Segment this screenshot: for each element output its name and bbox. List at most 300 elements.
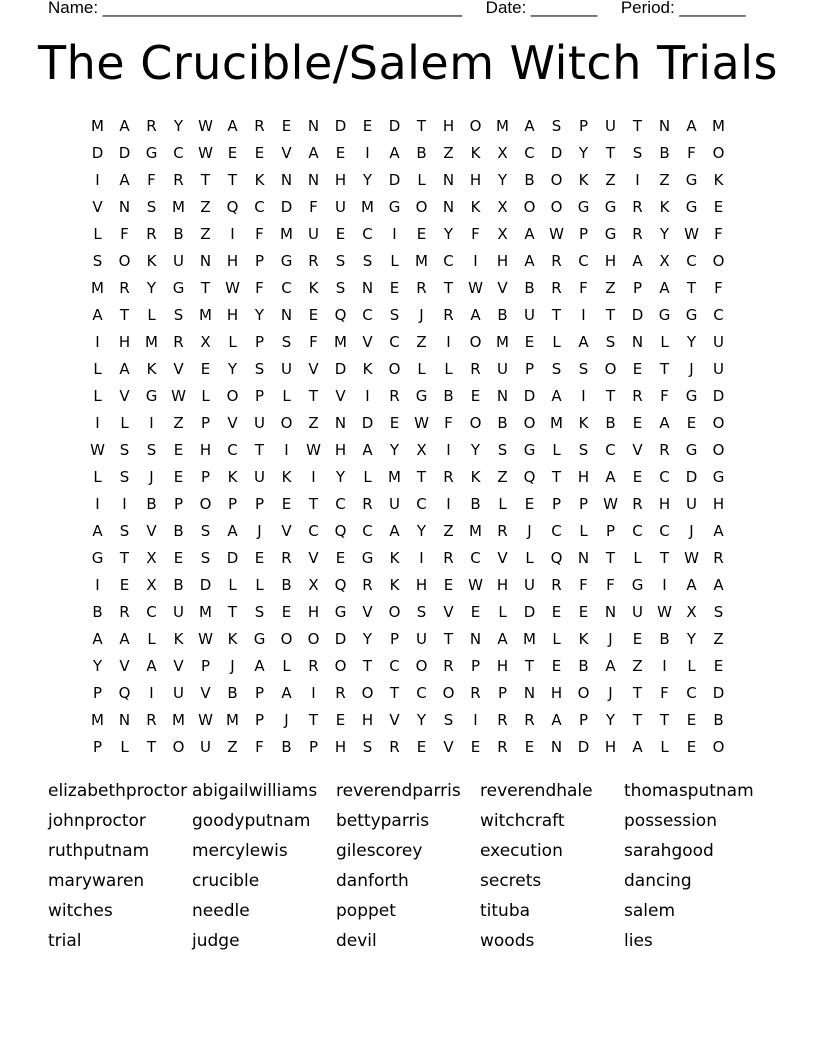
grid-letter: P (254, 683, 265, 702)
grid-letter: E (389, 413, 400, 432)
grid-letter: E (443, 575, 454, 594)
grid-letter: M (280, 224, 293, 243)
grid-letter: E (335, 143, 346, 162)
grid-letter: T (659, 359, 670, 378)
grid-letter: P (497, 683, 508, 702)
grid-letter: U (173, 683, 184, 702)
grid-letter: A (524, 251, 535, 270)
grid-letter: E (551, 602, 562, 621)
grid-letter: K (362, 359, 373, 378)
grid-letter: M (388, 467, 401, 486)
grid-letter: C (416, 683, 427, 702)
grid-letter: J (230, 656, 235, 675)
grid-letter: K (470, 143, 481, 162)
grid-letter: K (713, 170, 724, 189)
grid-letter: T (119, 548, 130, 567)
grid-letter: O (712, 737, 725, 756)
grid-letter: J (608, 683, 613, 702)
grid-letter: G (523, 440, 536, 459)
grid-letter: K (389, 548, 400, 567)
word-search-grid (84, 112, 732, 760)
grid-letter: P (578, 224, 589, 243)
grid-letter: T (524, 656, 535, 675)
grid-letter: M (496, 332, 509, 351)
word-list-item: mercylewis (192, 841, 288, 861)
grid-letter: Z (227, 737, 238, 756)
grid-letter: E (470, 386, 481, 405)
grid-letter: M (172, 197, 185, 216)
grid-letter: B (659, 143, 670, 162)
grid-letter: F (714, 224, 723, 243)
grid-letter: B (173, 224, 184, 243)
grid-letter: C (443, 251, 454, 270)
word-list-item: danforth (336, 871, 409, 891)
grid-letter: S (335, 278, 346, 297)
grid-letter: G (604, 197, 617, 216)
grid-letter: D (550, 143, 563, 162)
grid-letter: S (605, 332, 616, 351)
grid-letter: E (524, 494, 535, 513)
grid-letter: C (173, 143, 184, 162)
grid-letter: V (308, 548, 319, 567)
grid-letter: T (443, 278, 454, 297)
grid-letter: V (227, 413, 238, 432)
grid-letter: S (497, 440, 508, 459)
grid-letter: L (525, 548, 534, 567)
grid-letter: B (578, 656, 589, 675)
grid-letter: W (684, 224, 699, 243)
grid-letter: A (119, 629, 130, 648)
grid-letter: O (280, 629, 293, 648)
grid-letter: J (527, 521, 532, 540)
grid-letter: Z (632, 656, 643, 675)
grid-letter: I (473, 251, 478, 270)
grid-letter: T (416, 116, 427, 135)
grid-letter: D (523, 386, 536, 405)
grid-letter: C (308, 521, 319, 540)
grid-letter: R (308, 656, 319, 675)
grid-letter: L (93, 386, 102, 405)
grid-letter: K (308, 278, 319, 297)
grid-letter: Z (605, 170, 616, 189)
grid-letter: A (92, 305, 103, 324)
grid-letter: J (149, 467, 154, 486)
grid-letter: E (686, 737, 697, 756)
grid-letter: R (146, 710, 157, 729)
grid-letter: B (146, 494, 157, 513)
grid-letter: C (713, 305, 724, 324)
grid-letter: C (632, 521, 643, 540)
grid-letter: A (686, 575, 697, 594)
grid-letter: P (308, 737, 319, 756)
grid-letter: G (388, 197, 401, 216)
word-list-item: sarahgood (624, 841, 714, 861)
grid-letter: N (118, 710, 131, 729)
grid-letter: S (389, 305, 400, 324)
grid-letter: B (173, 575, 184, 594)
grid-letter: M (415, 251, 428, 270)
grid-letter: U (524, 575, 535, 594)
grid-letter: I (95, 332, 100, 351)
grid-letter: C (551, 521, 562, 540)
grid-letter: U (308, 224, 319, 243)
grid-letter: Y (254, 305, 265, 324)
grid-letter: U (200, 737, 211, 756)
grid-letter: O (388, 602, 401, 621)
grid-letter: I (149, 683, 154, 702)
grid-letter: Z (200, 197, 211, 216)
grid-letter: G (334, 602, 347, 621)
grid-letter: H (415, 575, 428, 594)
grid-letter: A (524, 116, 535, 135)
grid-letter: F (309, 332, 318, 351)
grid-letter: K (659, 197, 670, 216)
grid-letter: S (632, 143, 643, 162)
grid-letter: O (469, 413, 482, 432)
grid-letter: V (362, 602, 373, 621)
grid-letter: P (200, 467, 211, 486)
grid-letter: X (146, 548, 157, 567)
grid-letter: B (92, 602, 103, 621)
grid-letter: B (416, 143, 427, 162)
grid-letter: P (632, 278, 643, 297)
grid-letter: X (308, 575, 319, 594)
grid-letter: C (659, 467, 670, 486)
grid-letter: V (308, 359, 319, 378)
grid-letter: C (659, 521, 670, 540)
grid-letter: S (551, 359, 562, 378)
word-list-item: possession (624, 811, 717, 831)
grid-letter: E (686, 413, 697, 432)
grid-letter: S (173, 305, 184, 324)
grid-letter: T (308, 386, 319, 405)
grid-letter: A (92, 521, 103, 540)
grid-letter: A (119, 116, 130, 135)
grid-letter: N (496, 386, 509, 405)
grid-letter: X (497, 224, 508, 243)
grid-letter: A (146, 656, 157, 675)
grid-letter: S (362, 737, 373, 756)
word-list-item: elizabethproctor (48, 781, 188, 801)
grid-letter: T (605, 386, 616, 405)
grid-letter: F (471, 224, 480, 243)
grid-letter: C (524, 143, 535, 162)
grid-letter: T (632, 710, 643, 729)
grid-letter: K (578, 170, 589, 189)
grid-letter: O (550, 170, 563, 189)
grid-letter: I (365, 143, 370, 162)
grid-letter: R (497, 521, 508, 540)
grid-letter: N (280, 305, 293, 324)
grid-letter: K (146, 359, 157, 378)
grid-letter: E (524, 332, 535, 351)
word-list-item: crucible (192, 871, 260, 891)
grid-letter: G (685, 170, 698, 189)
grid-letter: H (550, 683, 563, 702)
grid-letter: D (577, 737, 590, 756)
grid-letter: P (254, 332, 265, 351)
grid-letter: W (657, 602, 672, 621)
grid-letter: J (689, 359, 694, 378)
grid-letter: M (226, 710, 239, 729)
grid-letter: A (227, 116, 238, 135)
grid-letter: R (551, 278, 562, 297)
grid-letter: D (118, 143, 131, 162)
grid-letter: L (498, 602, 507, 621)
grid-letter: V (443, 602, 454, 621)
grid-letter: G (658, 305, 671, 324)
grid-letter: I (419, 548, 424, 567)
grid-letter: L (228, 332, 237, 351)
grid-letter: P (578, 116, 589, 135)
grid-letter: T (632, 116, 643, 135)
grid-letter: H (604, 737, 617, 756)
grid-letter: S (713, 602, 724, 621)
grid-letter: V (362, 332, 373, 351)
grid-letter: Z (497, 467, 508, 486)
grid-letter: S (551, 116, 562, 135)
grid-letter: W (198, 116, 213, 135)
word-list-item: bettyparris (336, 811, 430, 831)
grid-letter: L (660, 737, 669, 756)
grid-letter: E (416, 737, 427, 756)
grid-letter: R (443, 548, 454, 567)
grid-letter: E (254, 548, 265, 567)
grid-letter: S (578, 359, 589, 378)
grid-letter: N (631, 332, 644, 351)
grid-letter: Z (443, 521, 454, 540)
grid-letter: T (659, 710, 670, 729)
grid-letter: N (361, 278, 374, 297)
grid-letter: S (146, 197, 157, 216)
grid-letter: S (200, 521, 211, 540)
grid-letter: H (361, 710, 374, 729)
grid-letter: R (389, 737, 400, 756)
grid-letter: S (362, 251, 373, 270)
grid-letter: G (91, 548, 104, 567)
grid-letter: O (388, 359, 401, 378)
grid-letter: U (605, 116, 616, 135)
grid-letter: L (228, 575, 237, 594)
grid-letter: E (227, 143, 238, 162)
grid-letter: F (660, 386, 669, 405)
grid-letter: E (632, 413, 643, 432)
grid-letter: I (662, 575, 667, 594)
grid-letter: O (334, 656, 347, 675)
grid-letter: Y (416, 521, 427, 540)
grid-letter: S (254, 359, 265, 378)
grid-letter: D (388, 116, 401, 135)
grid-letter: G (577, 197, 590, 216)
grid-letter: D (280, 197, 293, 216)
grid-letter: M (523, 629, 536, 648)
grid-letter: S (200, 548, 211, 567)
grid-letter: H (469, 170, 482, 189)
word-list-item: marywaren (48, 871, 145, 891)
grid-letter: O (604, 359, 617, 378)
grid-letter: W (225, 278, 240, 297)
grid-letter: D (523, 602, 536, 621)
grid-letter: I (95, 170, 100, 189)
grid-letter: E (362, 116, 373, 135)
grid-letter: T (389, 683, 400, 702)
grid-letter: W (603, 494, 618, 513)
grid-letter: H (307, 602, 320, 621)
grid-letter: P (254, 710, 265, 729)
grid-letter: C (227, 440, 238, 459)
grid-letter: F (660, 683, 669, 702)
grid-letter: B (470, 494, 481, 513)
grid-letter: F (309, 197, 318, 216)
grid-letter: G (361, 548, 374, 567)
grid-letter: R (551, 575, 562, 594)
word-list-item: goodyputnam (192, 811, 311, 831)
grid-letter: C (389, 332, 400, 351)
grid-letter: A (551, 386, 562, 405)
grid-letter: L (498, 494, 507, 513)
grid-letter: Y (416, 710, 427, 729)
grid-letter: H (604, 251, 617, 270)
grid-letter: C (362, 521, 373, 540)
grid-letter: D (334, 629, 347, 648)
grid-letter: A (578, 332, 589, 351)
grid-letter: X (497, 143, 508, 162)
grid-letter: C (254, 197, 265, 216)
grid-letter: Q (550, 548, 563, 567)
grid-letter: I (311, 683, 316, 702)
grid-letter: M (199, 602, 212, 621)
grid-letter: Y (470, 440, 481, 459)
grid-letter: E (713, 656, 724, 675)
word-list-item: johnproctor (48, 811, 146, 831)
word-list-item: secrets (480, 871, 542, 891)
grid-letter: A (470, 305, 481, 324)
grid-letter: M (550, 413, 563, 432)
grid-letter: D (199, 575, 212, 594)
grid-letter: G (145, 143, 158, 162)
grid-letter: P (200, 413, 211, 432)
grid-letter: I (473, 710, 478, 729)
grid-letter: R (362, 494, 373, 513)
grid-letter: H (334, 737, 347, 756)
grid-letter: A (389, 521, 400, 540)
grid-letter: I (446, 332, 451, 351)
grid-letter: F (714, 278, 723, 297)
word-list-item: salem (624, 901, 676, 921)
grid-letter: C (578, 251, 589, 270)
grid-letter: Z (200, 224, 211, 243)
grid-letter: N (550, 737, 563, 756)
grid-letter: D (91, 143, 104, 162)
grid-letter: F (255, 278, 264, 297)
grid-letter: A (92, 629, 103, 648)
grid-letter: G (253, 629, 266, 648)
grid-letter: L (93, 467, 102, 486)
word-list-item: gilescorey (336, 841, 423, 861)
grid-letter: D (712, 683, 725, 702)
grid-letter: O (361, 683, 374, 702)
grid-letter: H (712, 494, 725, 513)
grid-letter: B (524, 170, 535, 189)
grid-letter: O (415, 656, 428, 675)
grid-letter: I (230, 224, 235, 243)
grid-letter: Q (523, 467, 536, 486)
grid-letter: M (496, 116, 509, 135)
grid-letter: O (712, 440, 725, 459)
grid-letter: O (226, 386, 239, 405)
grid-letter: Y (659, 224, 670, 243)
grid-letter: H (334, 170, 347, 189)
grid-letter: J (689, 521, 694, 540)
grid-letter: T (200, 170, 211, 189)
grid-letter: V (146, 521, 157, 540)
grid-letter: G (415, 386, 428, 405)
grid-letter: R (659, 440, 670, 459)
grid-letter: U (524, 305, 535, 324)
grid-letter: C (335, 494, 346, 513)
grid-letter: O (172, 737, 185, 756)
grid-letter: S (119, 521, 130, 540)
grid-letter: C (470, 548, 481, 567)
grid-letter: A (497, 629, 508, 648)
grid-letter: E (281, 116, 292, 135)
grid-letter: L (444, 359, 453, 378)
grid-letter: K (578, 629, 589, 648)
grid-letter: Q (334, 305, 347, 324)
grid-letter: U (632, 602, 643, 621)
word-list-item: dancing (624, 871, 692, 891)
grid-letter: W (198, 143, 213, 162)
grid-letter: R (389, 386, 400, 405)
grid-letter: O (523, 197, 536, 216)
grid-letter: T (443, 629, 454, 648)
grid-letter: W (90, 440, 105, 459)
grid-letter: V (119, 656, 130, 675)
grid-letter: Y (362, 629, 373, 648)
grid-letter: E (335, 548, 346, 567)
grid-letter: X (416, 440, 427, 459)
grid-letter: L (687, 656, 696, 675)
grid-letter: A (713, 575, 724, 594)
grid-letter: I (392, 224, 397, 243)
grid-letter: D (685, 467, 698, 486)
grid-letter: I (581, 386, 586, 405)
grid-letter: Z (659, 170, 670, 189)
grid-letter: C (362, 224, 373, 243)
word-list-item: execution (480, 841, 563, 861)
grid-letter: E (470, 737, 481, 756)
grid-letter: I (311, 467, 316, 486)
grid-letter: T (686, 278, 697, 297)
grid-letter: W (549, 224, 564, 243)
grid-letter: K (389, 575, 400, 594)
grid-letter: O (523, 413, 536, 432)
word-list-item: judge (192, 931, 240, 951)
grid-letter: K (470, 197, 481, 216)
grid-letter: M (712, 116, 725, 135)
grid-letter: E (119, 575, 130, 594)
grid-letter: R (443, 467, 454, 486)
grid-letter: C (281, 278, 292, 297)
grid-letter: B (659, 629, 670, 648)
grid-letter: A (551, 710, 562, 729)
grid-letter: L (552, 629, 561, 648)
grid-letter: R (308, 251, 319, 270)
grid-letter: A (308, 143, 319, 162)
grid-letter: O (577, 683, 590, 702)
grid-letter: A (632, 251, 643, 270)
grid-letter: V (200, 683, 211, 702)
